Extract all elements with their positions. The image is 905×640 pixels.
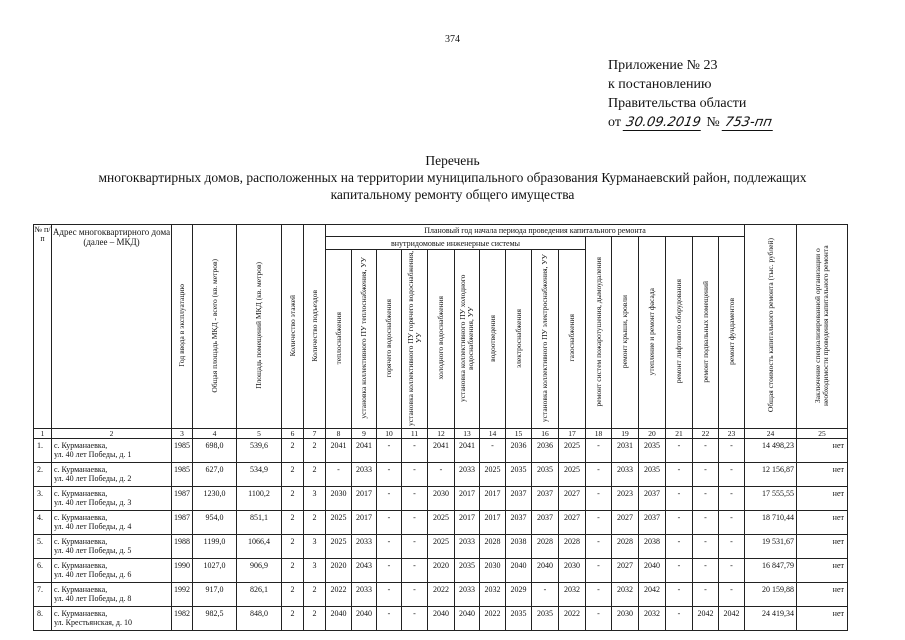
table-cell: 698,0 bbox=[193, 439, 237, 463]
document-title bbox=[0, 152, 905, 203]
table-cell: 906,9 bbox=[237, 559, 282, 583]
table-cell: - bbox=[666, 559, 693, 583]
table-cell: 2027 bbox=[559, 487, 586, 511]
table-cell: 2025 bbox=[559, 463, 586, 487]
table-cell: 2041 bbox=[326, 439, 352, 463]
table-cell: 2030 bbox=[480, 559, 506, 583]
cost-cell: 20 159,88 bbox=[745, 583, 797, 607]
table-cell: 2035 bbox=[639, 463, 666, 487]
table-cell: - bbox=[693, 439, 719, 463]
cost-cell: 16 847,79 bbox=[745, 559, 797, 583]
table-cell: 2040 bbox=[506, 559, 532, 583]
table-cell: 1992 bbox=[172, 583, 193, 607]
column-number: 25 bbox=[797, 429, 848, 439]
table-cell: 3 bbox=[304, 559, 326, 583]
table-cell: 848,0 bbox=[237, 607, 282, 631]
table-cell: 2042 bbox=[719, 607, 745, 631]
address-cell bbox=[52, 511, 172, 535]
table-cell: 2032 bbox=[612, 583, 639, 607]
header-total-area: Общая площадь МКД - всего (кв. метров) bbox=[193, 225, 237, 429]
header-year: Год ввода в эксплуатацию bbox=[172, 225, 193, 429]
table-cell: 851,1 bbox=[237, 511, 282, 535]
table-cell: - bbox=[402, 535, 428, 559]
table-cell: - bbox=[693, 535, 719, 559]
column-number: 11 bbox=[402, 429, 428, 439]
conclusion-cell: нет bbox=[797, 511, 848, 535]
table-cell: - bbox=[377, 559, 402, 583]
table-cell: - bbox=[719, 439, 745, 463]
table-cell: 2029 bbox=[506, 583, 532, 607]
table-cell: 2035 bbox=[506, 607, 532, 631]
table-cell: 2042 bbox=[693, 607, 719, 631]
table-cell: 2032 bbox=[559, 583, 586, 607]
table-cell: 2 bbox=[282, 439, 304, 463]
table-cell: 3 bbox=[304, 535, 326, 559]
table-cell: 2017 bbox=[455, 511, 480, 535]
table-cell: 1985 bbox=[172, 463, 193, 487]
row-number: 2. bbox=[34, 463, 52, 487]
address-settlement: с. Курманаевка, bbox=[54, 489, 108, 498]
title-line-3: капитальному ремонту общего имущества bbox=[330, 187, 575, 202]
table-cell: 2017 bbox=[352, 511, 377, 535]
table-cell: - bbox=[719, 487, 745, 511]
address-street: ул. 40 лет Победы, д. 2 bbox=[54, 474, 132, 483]
row-number: 8. bbox=[34, 607, 52, 631]
table-cell: 1987 bbox=[172, 511, 193, 535]
table-cell: - bbox=[586, 511, 612, 535]
table-cell: 2 bbox=[304, 511, 326, 535]
table-cell: 2027 bbox=[612, 559, 639, 583]
table-cell: 2040 bbox=[455, 607, 480, 631]
table-cell: 2028 bbox=[559, 535, 586, 559]
row-number: 6. bbox=[34, 559, 52, 583]
address-cell bbox=[52, 559, 172, 583]
table-cell: - bbox=[326, 463, 352, 487]
table-cell: 1988 bbox=[172, 535, 193, 559]
table-cell: 2038 bbox=[639, 535, 666, 559]
table-cell: - bbox=[402, 559, 428, 583]
header-address: Адрес многоквартирного дома (далее – МКД) bbox=[52, 225, 172, 429]
header-gas: газоснабжения bbox=[559, 250, 586, 429]
table-cell: 2025 bbox=[559, 439, 586, 463]
number-label: № bbox=[706, 115, 720, 130]
address-street: ул. 40 лет Победы, д. 1 bbox=[54, 450, 132, 459]
title-line-2: многоквартирных домов, расположенных на территории муниципального образования Курманаевский район, подлежащих bbox=[98, 170, 807, 185]
column-number-row bbox=[34, 429, 848, 439]
table-cell: 2020 bbox=[428, 559, 455, 583]
column-number: 1 bbox=[34, 429, 52, 439]
header-num: № п/п bbox=[34, 225, 52, 429]
table-row bbox=[34, 583, 848, 607]
table-cell: 2 bbox=[304, 439, 326, 463]
table-cell: 2028 bbox=[480, 535, 506, 559]
table-cell: - bbox=[377, 487, 402, 511]
table-row bbox=[34, 559, 848, 583]
table-cell: - bbox=[666, 439, 693, 463]
table-body bbox=[34, 439, 848, 631]
appendix-title: Приложение № 23 bbox=[608, 58, 718, 73]
table-cell: 3 bbox=[304, 487, 326, 511]
table-cell: 2033 bbox=[455, 583, 480, 607]
table-cell: 2036 bbox=[506, 439, 532, 463]
address-cell bbox=[52, 463, 172, 487]
table-row bbox=[34, 463, 848, 487]
table-cell: - bbox=[666, 463, 693, 487]
table-cell: 534,9 bbox=[237, 463, 282, 487]
table-cell: 2030 bbox=[428, 487, 455, 511]
table-cell: 2017 bbox=[480, 487, 506, 511]
table-cell: 2041 bbox=[428, 439, 455, 463]
column-number: 17 bbox=[559, 429, 586, 439]
table-cell: - bbox=[402, 439, 428, 463]
table-cell: 539,6 bbox=[237, 439, 282, 463]
table-cell: 2 bbox=[282, 559, 304, 583]
table-cell: - bbox=[666, 583, 693, 607]
address-settlement: с. Курманаевка, bbox=[54, 441, 108, 450]
table-row bbox=[34, 535, 848, 559]
table-cell: 2023 bbox=[612, 487, 639, 511]
header-electric-meter: установка коллективного ПУ электроснабжения, УУ bbox=[532, 250, 559, 429]
table-cell: 2033 bbox=[352, 463, 377, 487]
table-cell: 2035 bbox=[532, 463, 559, 487]
table-cell: 2037 bbox=[506, 487, 532, 511]
table-cell: 917,0 bbox=[193, 583, 237, 607]
table-cell: - bbox=[719, 511, 745, 535]
table-cell: - bbox=[428, 463, 455, 487]
table-cell: 1985 bbox=[172, 439, 193, 463]
table-cell: 826,1 bbox=[237, 583, 282, 607]
address-street: ул. 40 лет Победы, д. 4 bbox=[54, 522, 132, 531]
table-cell: 2 bbox=[282, 535, 304, 559]
table-cell: 2025 bbox=[326, 511, 352, 535]
header-entrances: Количество подъездов bbox=[304, 225, 326, 429]
table-cell: - bbox=[719, 559, 745, 583]
column-number: 7 bbox=[304, 429, 326, 439]
column-number: 13 bbox=[455, 429, 480, 439]
header-row-1 bbox=[34, 225, 848, 237]
row-number: 4. bbox=[34, 511, 52, 535]
table-cell: 2033 bbox=[612, 463, 639, 487]
table-cell: 954,0 bbox=[193, 511, 237, 535]
table-cell: 2022 bbox=[428, 583, 455, 607]
table-cell: 2037 bbox=[532, 511, 559, 535]
table-cell: 1066,4 bbox=[237, 535, 282, 559]
cost-cell: 19 531,67 bbox=[745, 535, 797, 559]
cost-cell: 17 555,55 bbox=[745, 487, 797, 511]
address-settlement: с. Курманаевка, bbox=[54, 465, 108, 474]
address-street: ул. Крестьянская, д. 10 bbox=[54, 618, 132, 627]
header-internal-group: внутридомовые инженерные системы bbox=[326, 237, 586, 250]
table-cell: 2032 bbox=[639, 607, 666, 631]
row-number: 1. bbox=[34, 439, 52, 463]
page-number: 374 bbox=[445, 34, 460, 45]
table-cell: 1199,0 bbox=[193, 535, 237, 559]
address-cell bbox=[52, 583, 172, 607]
table-cell: - bbox=[377, 439, 402, 463]
cost-cell: 18 710,44 bbox=[745, 511, 797, 535]
table-cell: 2030 bbox=[559, 559, 586, 583]
table-cell: 2030 bbox=[326, 487, 352, 511]
table-cell: 2033 bbox=[455, 535, 480, 559]
column-number: 15 bbox=[506, 429, 532, 439]
column-number: 16 bbox=[532, 429, 559, 439]
table-cell: - bbox=[402, 583, 428, 607]
header-hot-water: горячего водоснабжения bbox=[377, 250, 402, 429]
table-cell: 2017 bbox=[455, 487, 480, 511]
table-cell: 2017 bbox=[480, 511, 506, 535]
table-cell: 1100,2 bbox=[237, 487, 282, 511]
column-number: 21 bbox=[666, 429, 693, 439]
column-number: 19 bbox=[612, 429, 639, 439]
table-cell: - bbox=[693, 559, 719, 583]
header-sewer: водоотведения bbox=[480, 250, 506, 429]
table-cell: - bbox=[377, 535, 402, 559]
header-cost: Общая стоимость капитального ремонта (тыс. рублей) bbox=[745, 225, 797, 429]
table-cell: - bbox=[532, 583, 559, 607]
table-cell: 2042 bbox=[639, 583, 666, 607]
table-cell: 2022 bbox=[480, 607, 506, 631]
handwritten-number: 753-пп bbox=[722, 116, 775, 131]
table-cell: 1230,0 bbox=[193, 487, 237, 511]
table-cell: 2035 bbox=[506, 463, 532, 487]
column-number: 9 bbox=[352, 429, 377, 439]
column-number: 22 bbox=[693, 429, 719, 439]
table-cell: - bbox=[693, 487, 719, 511]
column-number: 24 bbox=[745, 429, 797, 439]
table-cell: - bbox=[586, 583, 612, 607]
header-floors: Количество этажей bbox=[282, 225, 304, 429]
table-row bbox=[34, 487, 848, 511]
table-cell: - bbox=[693, 463, 719, 487]
table-cell: - bbox=[719, 535, 745, 559]
table-cell: - bbox=[377, 583, 402, 607]
table-cell: 2025 bbox=[428, 511, 455, 535]
table-cell: 2028 bbox=[612, 535, 639, 559]
header-electric: электроснабжения bbox=[506, 250, 532, 429]
table-cell: 2022 bbox=[326, 583, 352, 607]
appendix-resolution: к постановлению bbox=[608, 77, 712, 92]
address-settlement: с. Курманаевка, bbox=[54, 561, 108, 570]
table-row bbox=[34, 439, 848, 463]
table-cell: 2035 bbox=[639, 439, 666, 463]
table-cell: 2033 bbox=[455, 463, 480, 487]
table-cell: - bbox=[586, 559, 612, 583]
table-cell: - bbox=[402, 463, 428, 487]
table-cell: 2037 bbox=[639, 511, 666, 535]
table-cell: 2037 bbox=[639, 487, 666, 511]
table-cell: 2 bbox=[282, 511, 304, 535]
table-cell: 2037 bbox=[532, 487, 559, 511]
column-number: 8 bbox=[326, 429, 352, 439]
header-cold-water: холодного водоснабжения bbox=[428, 250, 455, 429]
table-cell: - bbox=[586, 439, 612, 463]
column-number: 23 bbox=[719, 429, 745, 439]
address-street: ул. 40 лет Победы, д. 3 bbox=[54, 498, 132, 507]
cost-cell: 14 498,23 bbox=[745, 439, 797, 463]
cost-cell: 12 156,87 bbox=[745, 463, 797, 487]
row-number: 3. bbox=[34, 487, 52, 511]
address-cell bbox=[52, 607, 172, 631]
table-cell: - bbox=[666, 535, 693, 559]
header-basement: ремонт подвальных помещений bbox=[693, 237, 719, 429]
appendix-date-line bbox=[608, 113, 774, 132]
table-cell: 2040 bbox=[428, 607, 455, 631]
table-cell: - bbox=[693, 511, 719, 535]
header-foundation: ремонт фундаментов bbox=[719, 237, 745, 429]
table-cell: 2037 bbox=[506, 511, 532, 535]
column-number: 6 bbox=[282, 429, 304, 439]
table-cell: - bbox=[666, 487, 693, 511]
address-cell bbox=[52, 535, 172, 559]
address-settlement: с. Курманаевка, bbox=[54, 513, 108, 522]
table-cell: - bbox=[586, 463, 612, 487]
column-number: 10 bbox=[377, 429, 402, 439]
table-cell: - bbox=[402, 487, 428, 511]
header-hot-water-meter: установка коллективного ПУ горячего водоснабжения, УУ bbox=[402, 250, 428, 429]
table-cell: - bbox=[480, 439, 506, 463]
table-cell: 2 bbox=[304, 607, 326, 631]
header-fire: ремонт систем пожаротушения, дымоудаления bbox=[586, 237, 612, 429]
from-label: от bbox=[608, 115, 621, 130]
table-cell: 2027 bbox=[559, 511, 586, 535]
handwritten-date: 30.09.2019 bbox=[623, 116, 704, 131]
table-cell: 2031 bbox=[612, 439, 639, 463]
title-heading: Перечень bbox=[425, 153, 480, 168]
table-cell: 627,0 bbox=[193, 463, 237, 487]
header-premises-area: Площадь помещений МКД (кв. метров) bbox=[237, 225, 282, 429]
table-cell: 2036 bbox=[532, 439, 559, 463]
table-cell: 2032 bbox=[480, 583, 506, 607]
table-cell: 2033 bbox=[352, 583, 377, 607]
table-cell: 2022 bbox=[559, 607, 586, 631]
table-cell: 2 bbox=[282, 463, 304, 487]
header-lift: ремонт лифтового оборудования bbox=[666, 237, 693, 429]
table-cell: 2040 bbox=[532, 559, 559, 583]
table-cell: - bbox=[719, 583, 745, 607]
table-cell: 2025 bbox=[428, 535, 455, 559]
row-number: 5. bbox=[34, 535, 52, 559]
table-cell: - bbox=[586, 487, 612, 511]
table-cell: 2041 bbox=[455, 439, 480, 463]
table-cell: - bbox=[402, 607, 428, 631]
table-row bbox=[34, 607, 848, 631]
conclusion-cell: нет bbox=[797, 607, 848, 631]
table-cell: - bbox=[402, 511, 428, 535]
header-conclusion: Заключение специализированной организации о необходимости проведения капитального ремонта bbox=[797, 225, 848, 429]
table-cell: - bbox=[666, 607, 693, 631]
column-number: 14 bbox=[480, 429, 506, 439]
table-cell: - bbox=[377, 463, 402, 487]
appendix-government: Правительства области bbox=[608, 96, 747, 111]
conclusion-cell: нет bbox=[797, 463, 848, 487]
address-cell bbox=[52, 487, 172, 511]
address-settlement: с. Курманаевка, bbox=[54, 537, 108, 546]
address-settlement: с. Курманаевка, bbox=[54, 609, 108, 618]
table-cell: 2040 bbox=[639, 559, 666, 583]
table-cell: - bbox=[586, 535, 612, 559]
table-cell: 2030 bbox=[612, 607, 639, 631]
table-cell: 2043 bbox=[352, 559, 377, 583]
conclusion-cell: нет bbox=[797, 487, 848, 511]
conclusion-cell: нет bbox=[797, 583, 848, 607]
table-cell: - bbox=[693, 583, 719, 607]
table-cell: 2 bbox=[282, 583, 304, 607]
table-cell: 2033 bbox=[352, 535, 377, 559]
column-number: 20 bbox=[639, 429, 666, 439]
header-cold-water-meter: установка коллективного ПУ холодного водоснабжения, УУ bbox=[455, 250, 480, 429]
column-number: 18 bbox=[586, 429, 612, 439]
table-cell: - bbox=[586, 607, 612, 631]
row-number: 7. bbox=[34, 583, 52, 607]
header-plan-group: Плановый год начала периода проведения капитального ремонта bbox=[326, 225, 745, 237]
table-cell: 2040 bbox=[352, 607, 377, 631]
conclusion-cell: нет bbox=[797, 535, 848, 559]
table-cell: 982,5 bbox=[193, 607, 237, 631]
header-roof: ремонт крыши, кровли bbox=[612, 237, 639, 429]
table-cell: 2027 bbox=[612, 511, 639, 535]
address-street: ул. 40 лет Победы, д. 8 bbox=[54, 594, 132, 603]
appendix-block bbox=[608, 56, 774, 132]
table-cell: 2040 bbox=[326, 607, 352, 631]
table-cell: - bbox=[719, 463, 745, 487]
column-number: 5 bbox=[237, 429, 282, 439]
address-street: ул. 40 лет Победы, д. 6 bbox=[54, 570, 132, 579]
table-cell: 1990 bbox=[172, 559, 193, 583]
address-settlement: с. Курманаевка, bbox=[54, 585, 108, 594]
table-cell: 2 bbox=[282, 487, 304, 511]
table-cell: 2028 bbox=[532, 535, 559, 559]
column-number: 4 bbox=[193, 429, 237, 439]
header-heat: теплоснабжения bbox=[326, 250, 352, 429]
table-cell: 2 bbox=[282, 607, 304, 631]
conclusion-cell: нет bbox=[797, 439, 848, 463]
table-cell: - bbox=[666, 511, 693, 535]
table-cell: 2 bbox=[304, 583, 326, 607]
column-number: 2 bbox=[52, 429, 172, 439]
table-cell: 2025 bbox=[480, 463, 506, 487]
table-cell: 2025 bbox=[326, 535, 352, 559]
table-cell: 2035 bbox=[455, 559, 480, 583]
table-cell: - bbox=[377, 511, 402, 535]
table-cell: 2035 bbox=[532, 607, 559, 631]
header-heat-meter: установка коллективного ПУ теплоснабжения, УУ bbox=[352, 250, 377, 429]
table-cell: 2020 bbox=[326, 559, 352, 583]
address-street: ул. 40 лет Победы, д. 5 bbox=[54, 546, 132, 555]
table-cell: 2041 bbox=[352, 439, 377, 463]
table-cell: 2038 bbox=[506, 535, 532, 559]
header-facade: утепление и ремонт фасада bbox=[639, 237, 666, 429]
column-number: 12 bbox=[428, 429, 455, 439]
table-cell: 1027,0 bbox=[193, 559, 237, 583]
column-number: 3 bbox=[172, 429, 193, 439]
table-cell: 2017 bbox=[352, 487, 377, 511]
table-row bbox=[34, 511, 848, 535]
table-cell: 1987 bbox=[172, 487, 193, 511]
table-cell: 2 bbox=[304, 463, 326, 487]
table-cell: - bbox=[377, 607, 402, 631]
houses-table bbox=[33, 224, 848, 631]
address-cell bbox=[52, 439, 172, 463]
table-cell: 1982 bbox=[172, 607, 193, 631]
cost-cell: 24 419,34 bbox=[745, 607, 797, 631]
conclusion-cell: нет bbox=[797, 559, 848, 583]
